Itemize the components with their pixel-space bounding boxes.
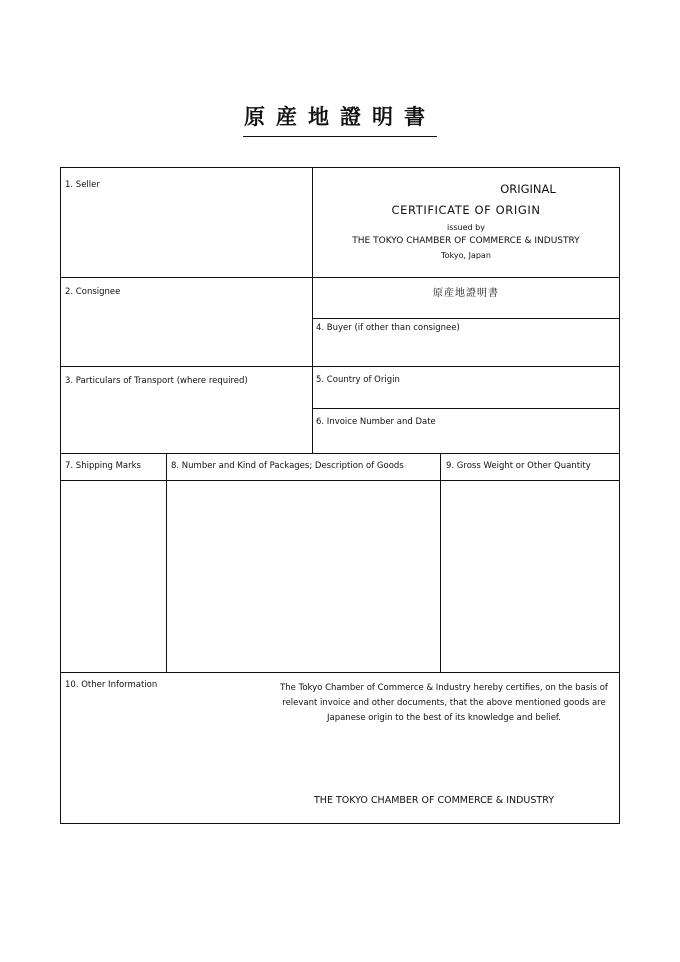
title-underline: [243, 136, 437, 137]
field-transport[interactable]: 3. Particulars of Transport (where required): [65, 376, 248, 386]
certificate-of-origin-heading: CERTIFICATE OF ORIGIN: [391, 203, 541, 217]
issuer-chamber-name: THE TOKYO CHAMBER OF COMMERCE & INDUSTRY: [352, 236, 580, 246]
certification-line-2: relevant invoice and other documents, that the above mentioned goods are: [282, 698, 606, 708]
field-gross-weight[interactable]: 9. Gross Weight or Other Quantity: [446, 461, 591, 471]
divider-row-3: [60, 453, 620, 454]
issuer-location: Tokyo, Japan: [441, 251, 491, 260]
divider-row-1: [60, 277, 620, 278]
original-label: ORIGINAL: [500, 182, 556, 196]
divider-invoice: [312, 408, 620, 409]
field-other-information[interactable]: 10. Other Information: [65, 680, 158, 690]
certification-line-1: The Tokyo Chamber of Commerce & Industry hereby certifies, on the basis of: [280, 683, 608, 693]
divider-col-weight: [440, 453, 441, 672]
field-buyer[interactable]: 4. Buyer (if other than consignee): [316, 323, 460, 333]
signatory-chamber-name: THE TOKYO CHAMBER OF COMMERCE & INDUSTRY: [314, 795, 555, 806]
divider-col-marks: [166, 453, 167, 672]
divider-row-2: [60, 366, 620, 367]
issued-by-label: issued by: [447, 223, 485, 232]
field-shipping-marks[interactable]: 7. Shipping Marks: [65, 461, 141, 471]
certification-line-3: Japanese origin to the best of its knowledge and belief.: [326, 713, 561, 723]
field-seller[interactable]: 1. Seller: [65, 180, 100, 190]
divider-buyer: [312, 318, 620, 319]
field-packages-description[interactable]: 8. Number and Kind of Packages; Description of Goods: [171, 461, 404, 471]
divider-row-4: [60, 672, 620, 673]
divider-goods-header: [60, 480, 620, 481]
japanese-certificate-title: 原産地證明書: [433, 288, 499, 299]
page-title: 原産地證明書: [244, 104, 436, 129]
field-consignee[interactable]: 2. Consignee: [65, 287, 121, 297]
field-invoice[interactable]: 6. Invoice Number and Date: [316, 417, 436, 427]
certification-statement: [268, 681, 620, 726]
field-country-of-origin[interactable]: 5. Country of Origin: [316, 375, 400, 385]
